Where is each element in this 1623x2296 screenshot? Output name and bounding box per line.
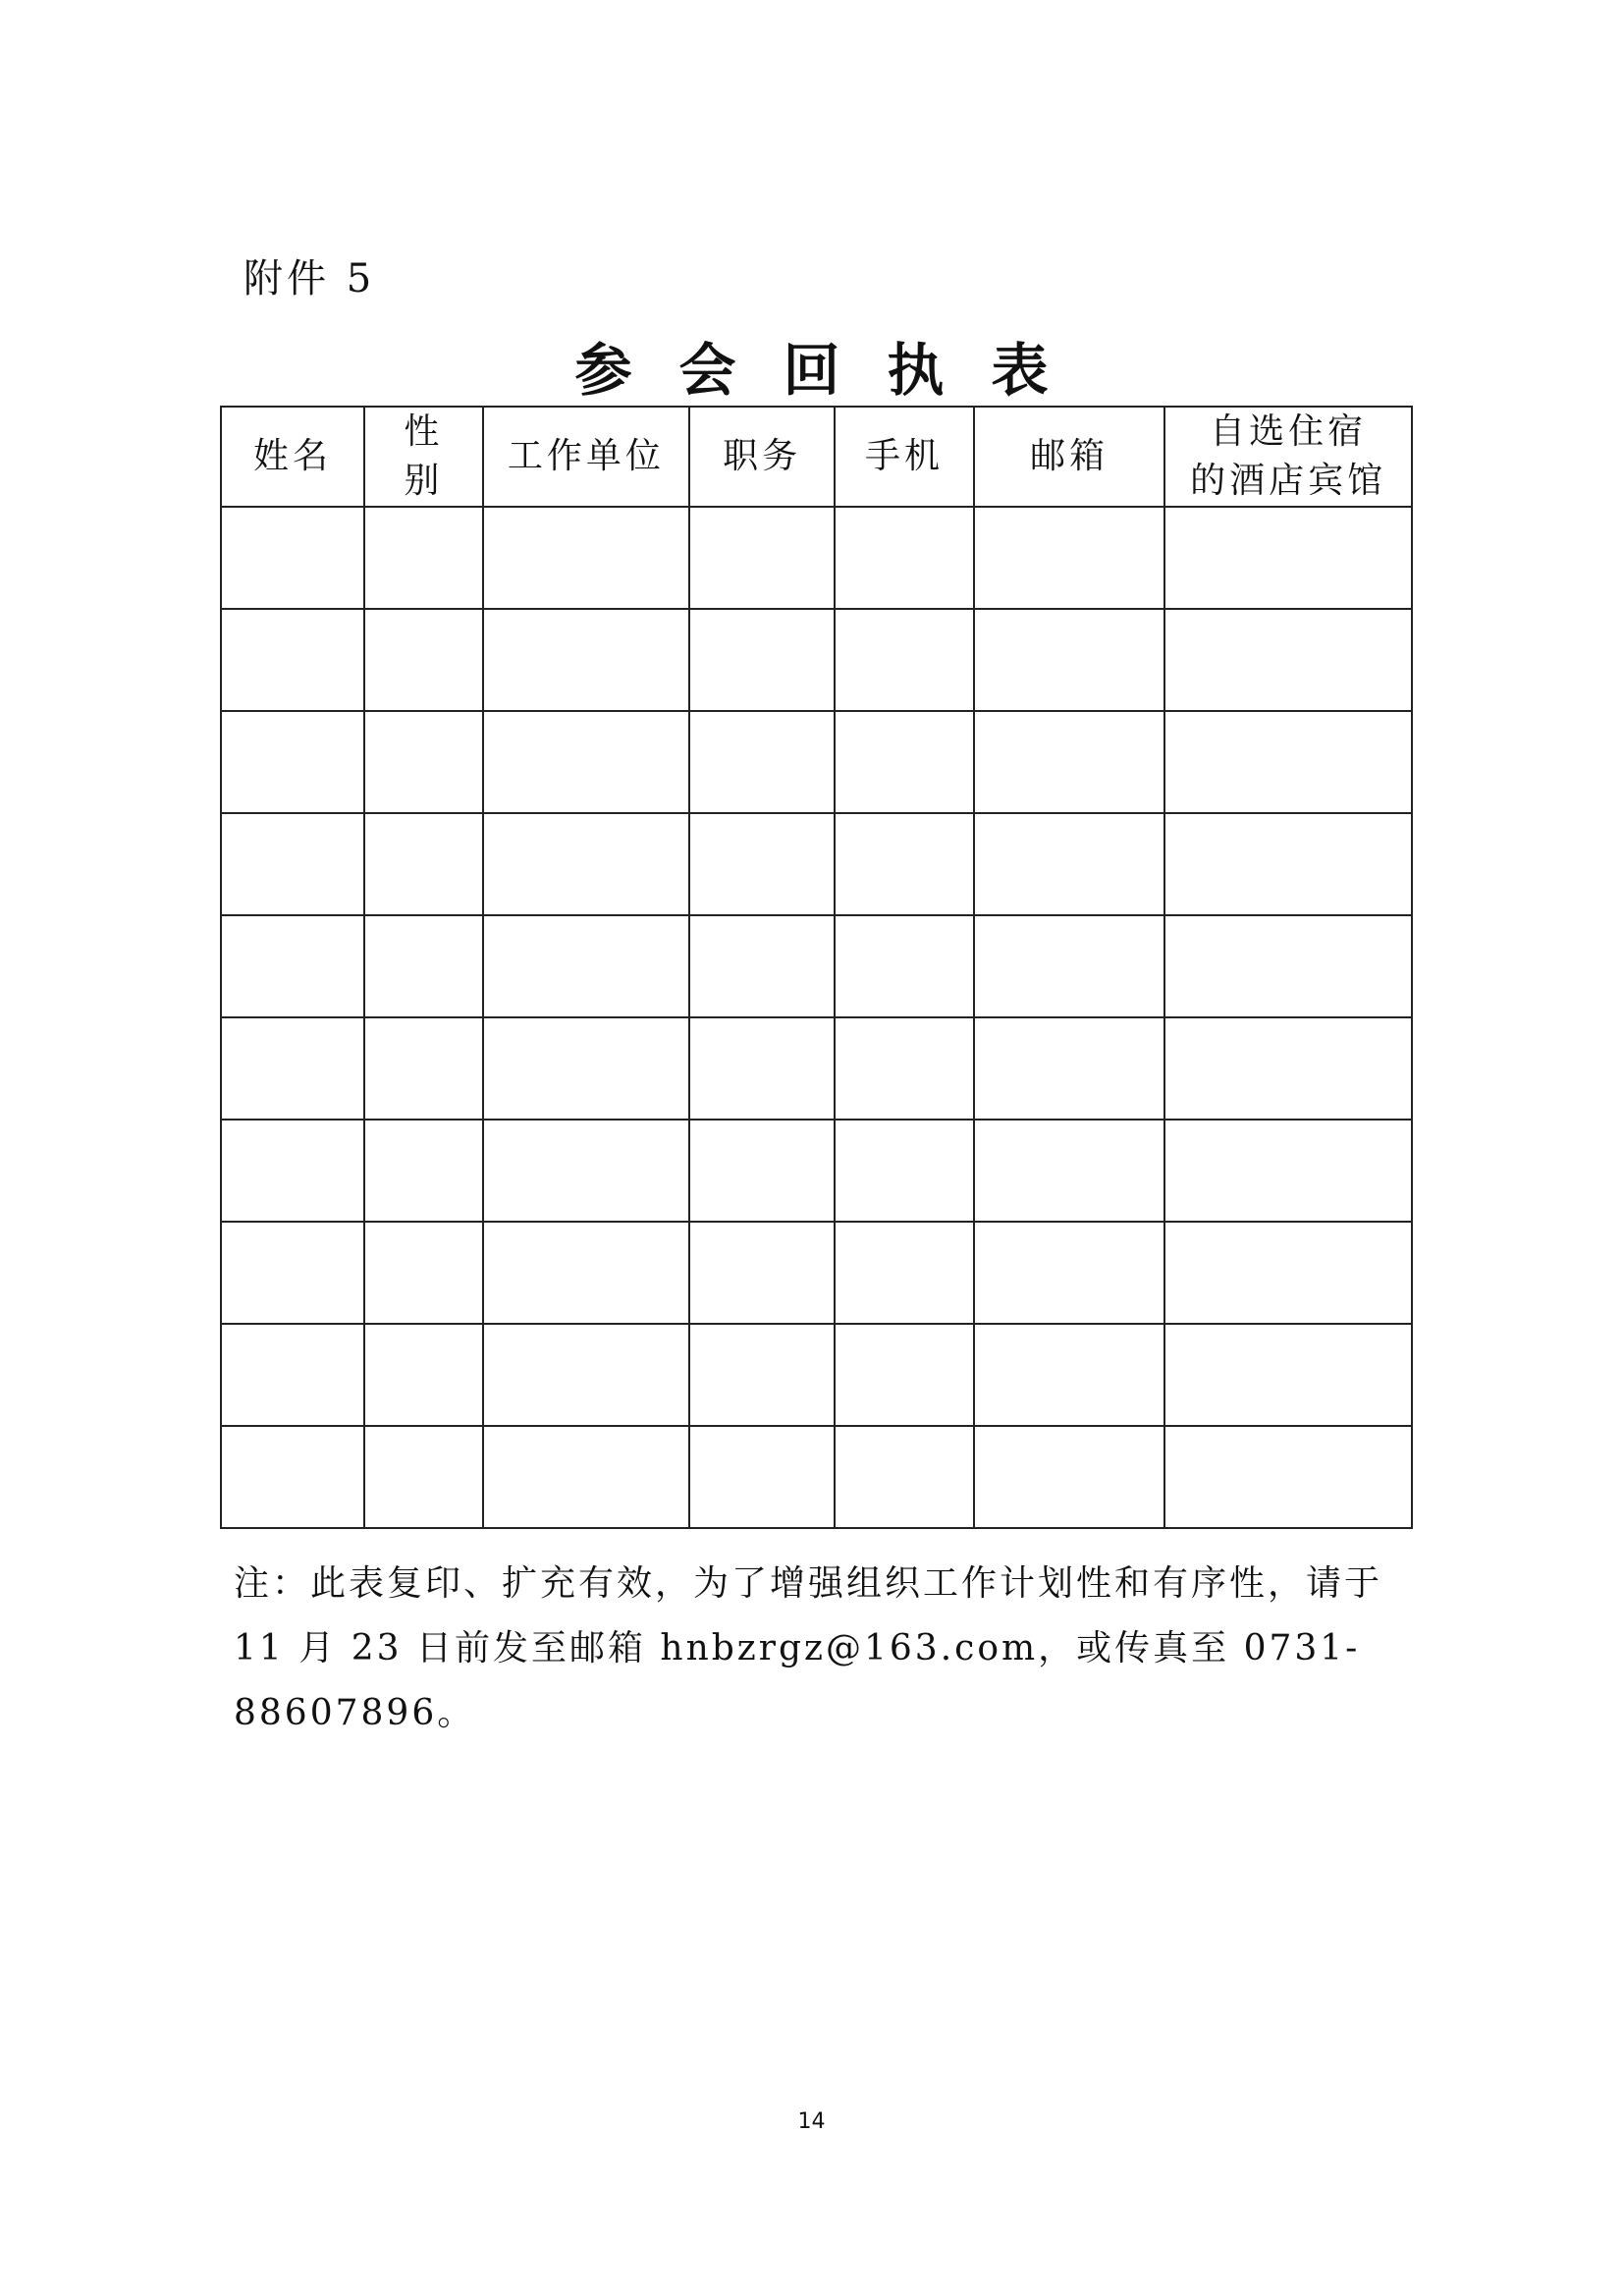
header-position	[689, 407, 835, 507]
table-cell[interactable]	[483, 813, 689, 915]
table-cell[interactable]	[835, 1426, 974, 1528]
table-cell[interactable]	[974, 915, 1164, 1017]
table-row	[221, 1222, 1412, 1324]
table-cell[interactable]	[1164, 1120, 1412, 1222]
table-cell[interactable]	[221, 813, 364, 915]
table-cell[interactable]	[974, 1120, 1164, 1222]
table-row	[221, 609, 1412, 711]
header-hotel	[1164, 407, 1412, 507]
table-cell[interactable]	[221, 1324, 364, 1426]
table-cell[interactable]	[974, 609, 1164, 711]
header-gender-line2: 别	[404, 461, 444, 501]
table-cell[interactable]	[221, 609, 364, 711]
table-cell[interactable]	[364, 507, 483, 609]
header-gender	[364, 407, 483, 507]
table-cell[interactable]	[221, 1426, 364, 1528]
table-cell[interactable]	[364, 1222, 483, 1324]
table-cell[interactable]	[835, 609, 974, 711]
note-text	[234, 1552, 1392, 1746]
table-cell[interactable]	[974, 1324, 1164, 1426]
table-cell[interactable]	[364, 813, 483, 915]
table-cell[interactable]	[221, 1017, 364, 1120]
table-cell[interactable]	[689, 1222, 835, 1324]
table-cell[interactable]	[483, 507, 689, 609]
table-cell[interactable]	[1164, 609, 1412, 711]
header-gender-line1: 性	[404, 411, 444, 452]
table-cell[interactable]	[483, 609, 689, 711]
registration-table	[220, 406, 1413, 1529]
table-cell[interactable]	[689, 1017, 835, 1120]
table-cell[interactable]	[835, 813, 974, 915]
table-cell[interactable]	[221, 711, 364, 813]
table-cell[interactable]	[1164, 1324, 1412, 1426]
attachment-label: 附件 5	[243, 256, 376, 301]
table-cell[interactable]	[483, 1017, 689, 1120]
table-cell[interactable]	[483, 915, 689, 1017]
table-cell[interactable]	[689, 1120, 835, 1222]
table-cell[interactable]	[364, 915, 483, 1017]
table-cell[interactable]	[835, 915, 974, 1017]
table-cell[interactable]	[974, 711, 1164, 813]
header-row	[221, 407, 1412, 507]
table-cell[interactable]	[835, 1017, 974, 1120]
table-row	[221, 507, 1412, 609]
table-cell[interactable]	[974, 1222, 1164, 1324]
table-cell[interactable]	[221, 915, 364, 1017]
table-row	[221, 915, 1412, 1017]
table-cell[interactable]	[1164, 711, 1412, 813]
table-cell[interactable]	[483, 1120, 689, 1222]
table-cell[interactable]	[483, 1222, 689, 1324]
table-cell[interactable]	[974, 507, 1164, 609]
table-row	[221, 1324, 1412, 1426]
table-cell[interactable]	[974, 1426, 1164, 1528]
note-line-1: 注：此表复印、扩充有效，为了增强组织工作计划性和有序性，请于	[234, 1563, 1383, 1604]
header-hotel-line2: 的酒店宾馆	[1190, 461, 1387, 501]
form-title: 参会回执表	[574, 337, 1096, 404]
header-hotel-line1: 自选住宿	[1210, 411, 1368, 452]
table-cell[interactable]	[221, 507, 364, 609]
table-cell[interactable]	[1164, 1222, 1412, 1324]
table-cell[interactable]	[835, 1120, 974, 1222]
table-cell[interactable]	[689, 813, 835, 915]
table-row	[221, 1426, 1412, 1528]
table-cell[interactable]	[483, 711, 689, 813]
table-cell[interactable]	[689, 1426, 835, 1528]
table-cell[interactable]	[974, 1017, 1164, 1120]
table-cell[interactable]	[364, 1426, 483, 1528]
header-email	[974, 407, 1164, 507]
header-employer	[483, 407, 689, 507]
table-cell[interactable]	[364, 1120, 483, 1222]
page-number: 14	[797, 2109, 826, 2134]
header-name-text: 姓名	[252, 436, 332, 476]
table-cell[interactable]	[1164, 507, 1412, 609]
header-email-text: 邮箱	[1030, 436, 1109, 476]
table-row	[221, 1017, 1412, 1120]
table-cell[interactable]	[1164, 915, 1412, 1017]
table-cell[interactable]	[364, 1324, 483, 1426]
table-cell[interactable]	[1164, 1426, 1412, 1528]
header-position-text: 职务	[723, 436, 802, 476]
table-cell[interactable]	[689, 711, 835, 813]
header-mobile	[835, 407, 974, 507]
table-cell[interactable]	[689, 915, 835, 1017]
table-cell[interactable]	[483, 1426, 689, 1528]
table-cell[interactable]	[835, 1222, 974, 1324]
header-employer-text: 工作单位	[507, 436, 665, 476]
table-cell[interactable]	[689, 1324, 835, 1426]
table-row	[221, 1120, 1412, 1222]
table-cell[interactable]	[1164, 813, 1412, 915]
header-name	[221, 407, 364, 507]
table-cell[interactable]	[221, 1120, 364, 1222]
table-row	[221, 813, 1412, 915]
table-cell[interactable]	[689, 507, 835, 609]
note-line-2: 11 月 23 日前发至邮箱 hnbzrgz@163.com，或传真至 0731-88607896。	[234, 1628, 1361, 1733]
table-row	[221, 711, 1412, 813]
table-cell[interactable]	[835, 711, 974, 813]
table-body	[221, 507, 1412, 1528]
table-cell[interactable]	[689, 609, 835, 711]
header-mobile-text: 手机	[865, 436, 945, 476]
table-cell[interactable]	[483, 1324, 689, 1426]
table-cell[interactable]	[1164, 1017, 1412, 1120]
table-cell[interactable]	[835, 1324, 974, 1426]
table-cell[interactable]	[974, 813, 1164, 915]
table-cell[interactable]	[835, 507, 974, 609]
table-cell[interactable]	[221, 1222, 364, 1324]
table-cell[interactable]	[364, 609, 483, 711]
table-cell[interactable]	[364, 711, 483, 813]
table-cell[interactable]	[364, 1017, 483, 1120]
